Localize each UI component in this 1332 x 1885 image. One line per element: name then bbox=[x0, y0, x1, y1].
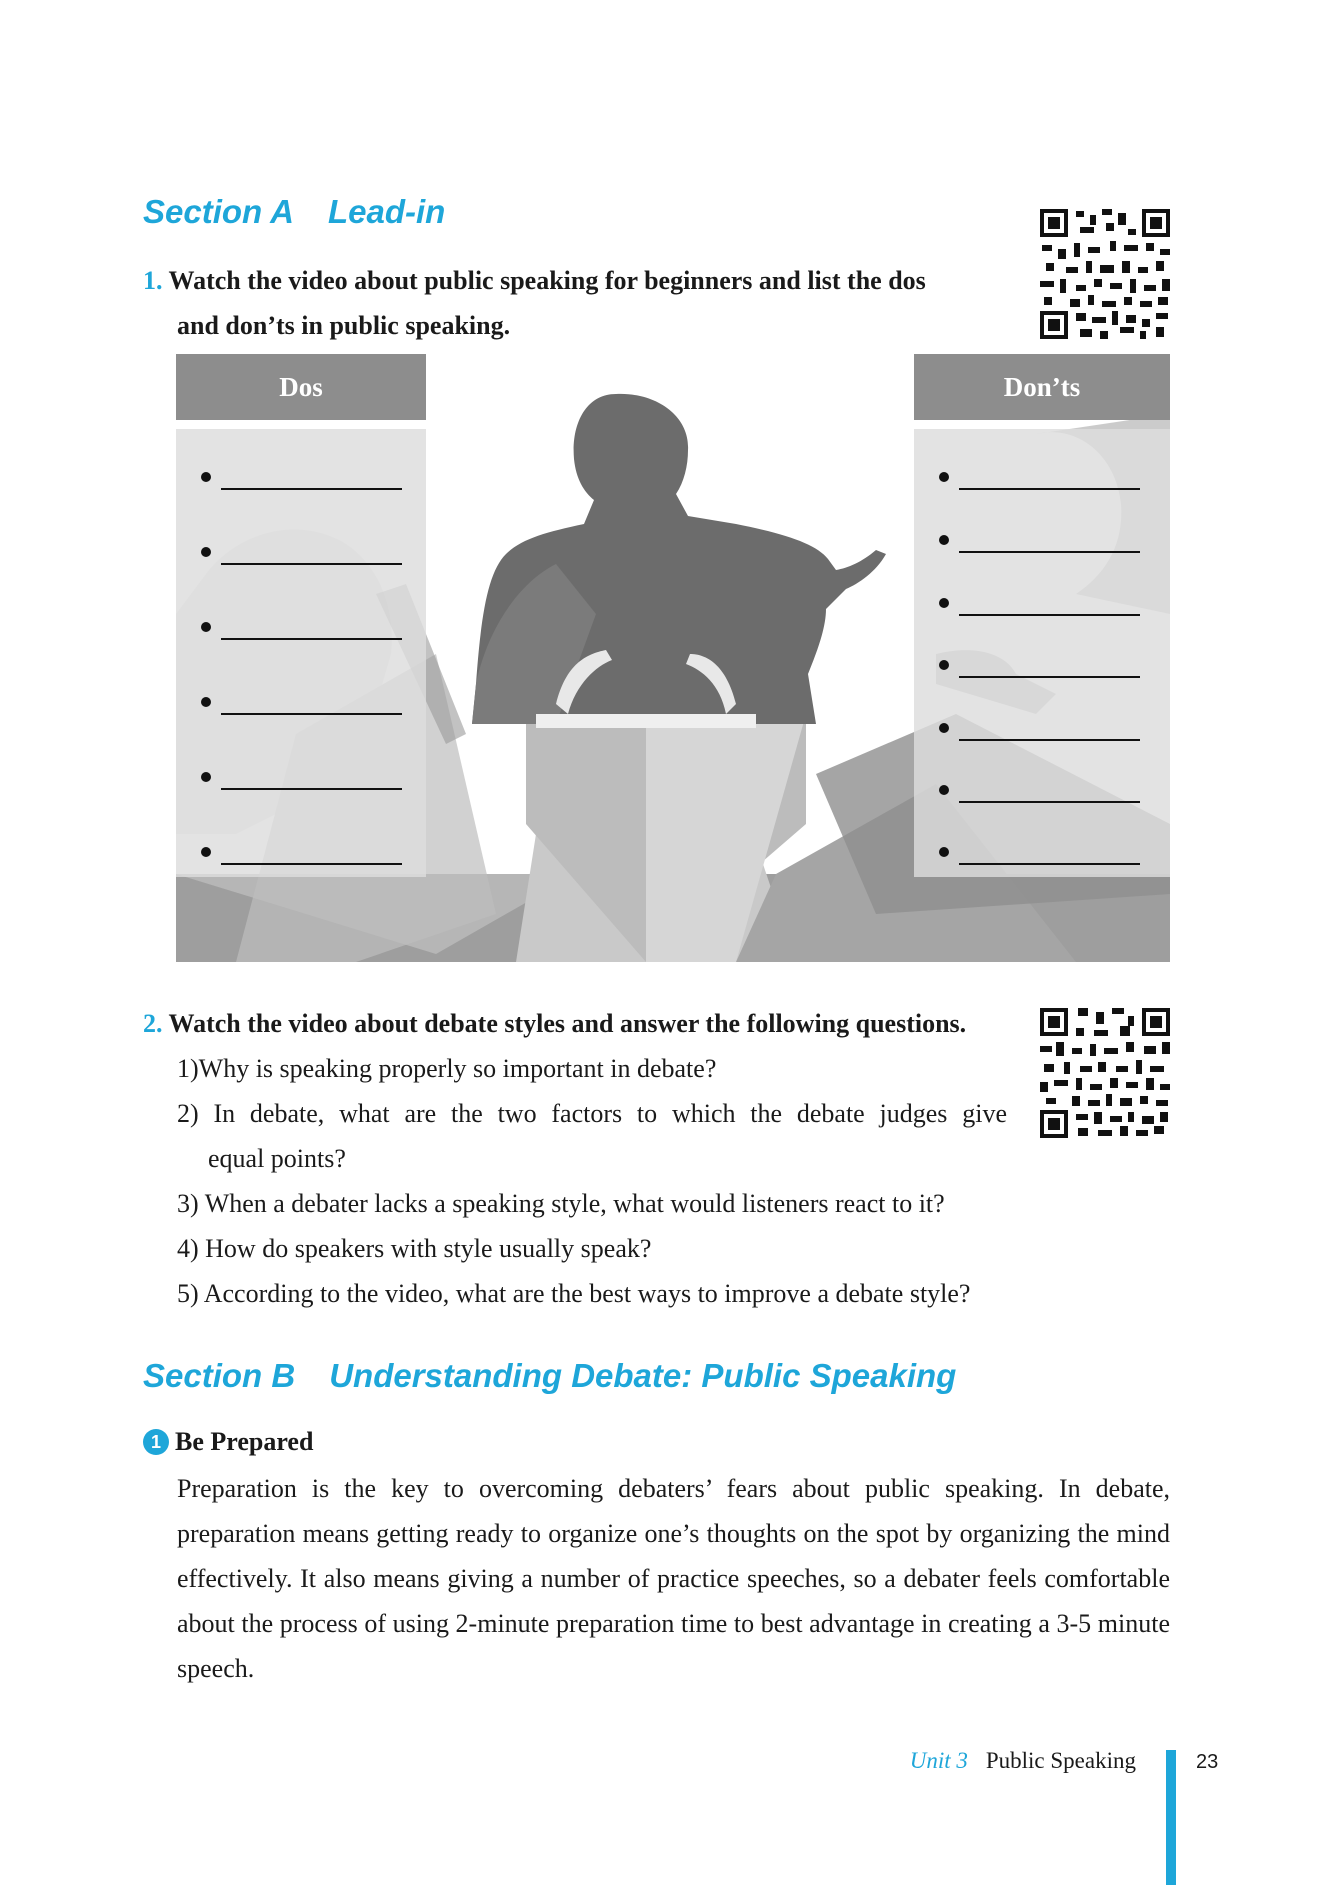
question-2-item-2-cont: equal points? bbox=[208, 1144, 346, 1173]
blank-line bbox=[221, 788, 402, 790]
section-a-label: Section A bbox=[143, 193, 294, 230]
blank-line bbox=[959, 488, 1140, 490]
question-2-item-4: 4) How do speakers with style usually speak? bbox=[177, 1234, 652, 1263]
bullet-icon bbox=[201, 772, 211, 782]
dos-blank-5[interactable] bbox=[201, 760, 406, 800]
bullet-icon bbox=[939, 535, 949, 545]
dos-blank-3[interactable] bbox=[201, 610, 406, 650]
footer-unit: Unit 3 bbox=[909, 1748, 968, 1773]
section-b-title: Understanding Debate: Public Speaking bbox=[329, 1357, 957, 1394]
dos-blank-1[interactable] bbox=[201, 460, 406, 500]
bullet-icon bbox=[939, 472, 949, 482]
blank-line bbox=[959, 739, 1140, 741]
bullet-icon bbox=[939, 598, 949, 608]
dos-blank-4[interactable] bbox=[201, 685, 406, 725]
qr-code-icon[interactable] bbox=[1040, 1008, 1170, 1143]
donts-blank-5[interactable] bbox=[939, 711, 1149, 751]
question-2-text: Watch the video about debate styles and answer the following questions. bbox=[168, 1009, 967, 1038]
blank-line bbox=[959, 614, 1140, 616]
bullet-icon bbox=[201, 697, 211, 707]
blank-line bbox=[221, 863, 402, 865]
qr-code-icon[interactable] bbox=[1040, 209, 1170, 344]
dos-header: Dos bbox=[176, 354, 426, 420]
footer-title: Public Speaking bbox=[985, 1748, 1136, 1773]
point-1-title: Be Prepared bbox=[175, 1427, 314, 1456]
page-number: 23 bbox=[1196, 1751, 1219, 1773]
dos-blank-2[interactable] bbox=[201, 535, 406, 575]
question-1-number: 1. bbox=[143, 266, 163, 295]
bullet-icon bbox=[939, 723, 949, 733]
blank-line bbox=[221, 638, 402, 640]
donts-blank-6[interactable] bbox=[939, 773, 1149, 813]
section-a-title: Lead-in bbox=[327, 193, 446, 230]
donts-blank-2[interactable] bbox=[939, 523, 1149, 563]
donts-blank-1[interactable] bbox=[939, 460, 1149, 500]
bullet-icon bbox=[201, 472, 211, 482]
public-speaking-illustration bbox=[176, 354, 1170, 962]
section-b-label: Section B bbox=[143, 1357, 296, 1394]
point-1-heading bbox=[143, 1422, 313, 1462]
question-2 bbox=[143, 1001, 1023, 1046]
bullet-icon bbox=[201, 847, 211, 857]
donts-list bbox=[914, 429, 1170, 877]
question-2-item-3: 3) When a debater lacks a speaking style, what would listeners react to it? bbox=[177, 1189, 945, 1218]
blank-line bbox=[959, 551, 1140, 553]
question-2-number: 2. bbox=[143, 1009, 163, 1038]
page-footer bbox=[910, 1748, 1136, 1774]
donts-header: Don’ts bbox=[914, 354, 1170, 420]
question-2-item-2: 2) In debate, what are the two factors to which the debate judges give bbox=[177, 1099, 1007, 1128]
section-b-heading bbox=[143, 1357, 956, 1395]
blank-line bbox=[221, 713, 402, 715]
donts-blank-4[interactable] bbox=[939, 648, 1149, 688]
bullet-icon bbox=[201, 622, 211, 632]
blank-line bbox=[221, 488, 402, 490]
question-1 bbox=[143, 258, 1023, 303]
blank-line bbox=[959, 676, 1140, 678]
bullet-icon bbox=[939, 785, 949, 795]
dos-list bbox=[176, 429, 426, 877]
question-2-item-1: 1)Why is speaking properly so important in debate? bbox=[177, 1054, 717, 1083]
question-1-line2: and don’ts in public speaking. bbox=[177, 311, 511, 340]
donts-blank-7[interactable] bbox=[939, 835, 1149, 875]
bullet-icon bbox=[201, 547, 211, 557]
question-1-text-line1: Watch the video about public speaking for beginners and list the dos bbox=[168, 266, 926, 295]
question-2-item-5: 5) According to the video, what are the best ways to improve a debate style? bbox=[177, 1279, 971, 1308]
point-1-paragraph: Preparation is the key to overcoming debaters’ fears about public speaking. In debate, preparation means getting ready to organize one’s thoughts on the spot by organizing the mind effectively. It also means giving a number of practice speeches, so a debater feels comfortable about the process of using 2-minute preparation time to best advantage in creating a 3-5 minute speech. bbox=[177, 1474, 1170, 1683]
blank-line bbox=[959, 801, 1140, 803]
section-a-heading bbox=[143, 193, 445, 231]
blank-line bbox=[221, 563, 402, 565]
dos-blank-6[interactable] bbox=[201, 835, 406, 875]
footer-accent-bar bbox=[1166, 1750, 1176, 1885]
number-badge-icon: 1 bbox=[143, 1429, 169, 1455]
bullet-icon bbox=[939, 660, 949, 670]
donts-blank-3[interactable] bbox=[939, 586, 1149, 626]
bullet-icon bbox=[939, 847, 949, 857]
blank-line bbox=[959, 863, 1140, 865]
